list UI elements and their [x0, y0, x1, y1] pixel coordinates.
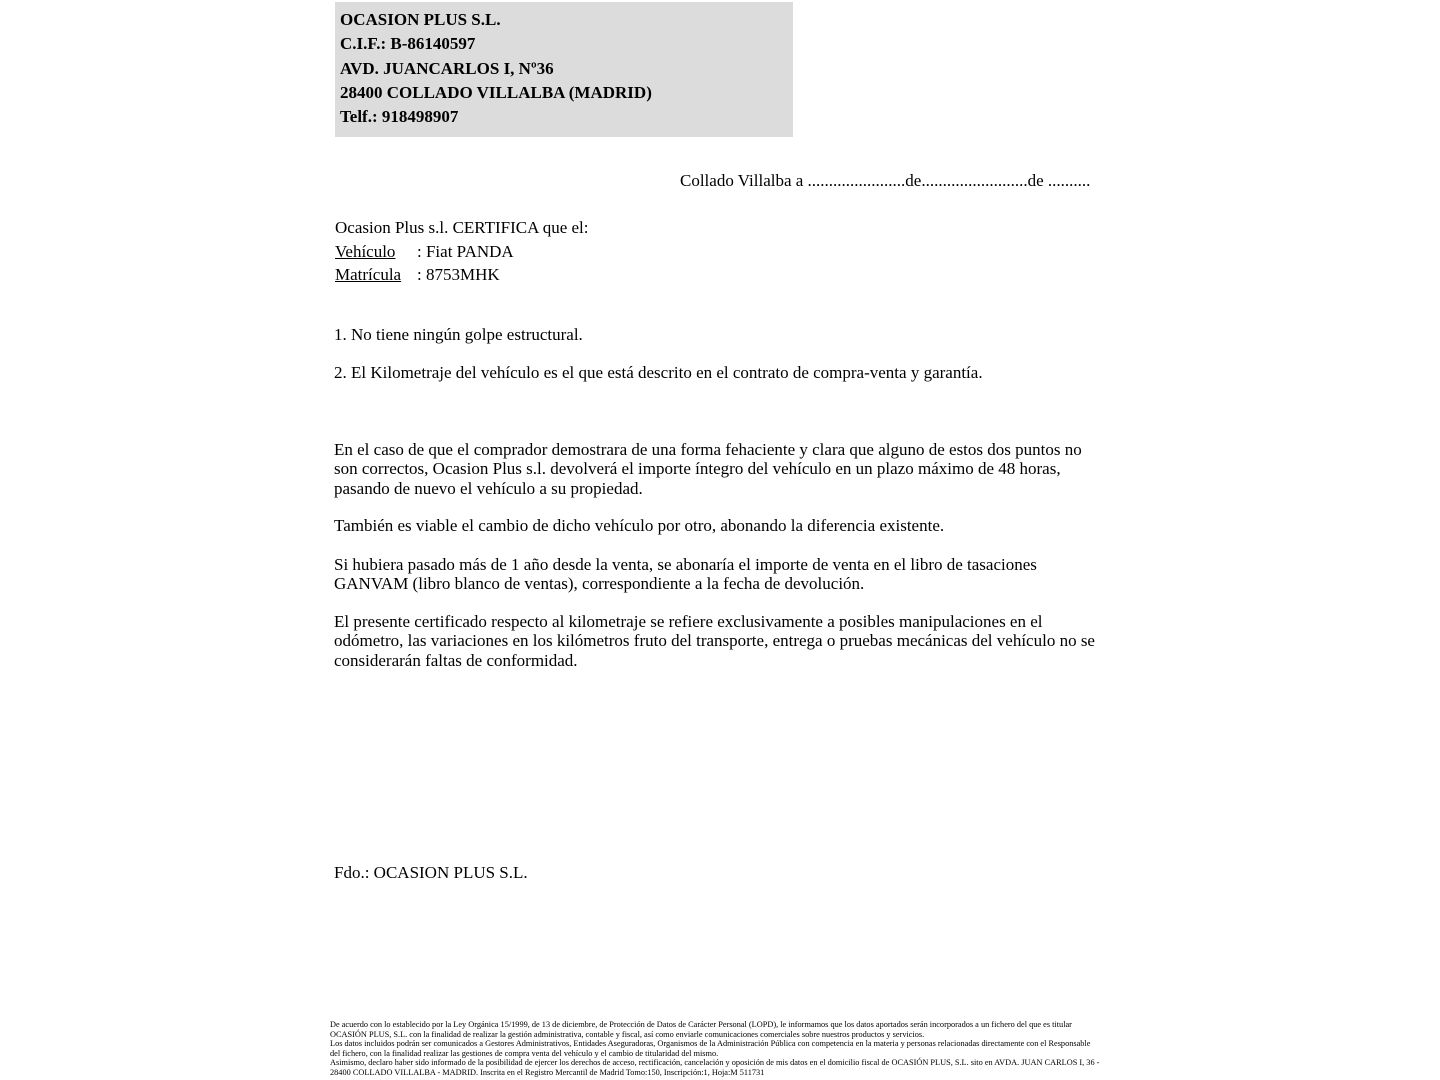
vehicle-line: [335, 240, 589, 264]
company-city: 28400 COLLADO VILLALBA (MADRID): [340, 82, 652, 102]
vehicle-value: : Fiat PANDA: [417, 241, 514, 261]
certifies-line: Ocasion Plus s.l. CERTIFICA que el:: [335, 218, 589, 237]
paragraph-exchange: También es viable el cambio de dicho vehículo por otro, abonando la diferencia existente.: [334, 516, 945, 535]
company-cif: C.I.F.: B-86140597: [340, 34, 476, 54]
company-phone: Telf.: 918498907: [340, 107, 459, 127]
plate-line: [335, 263, 589, 287]
legal-footer-line-3: Asimismo, declaro haber sido informado de la posibilidad de ejercer los derechos de acceso, rectificación, cancelación y oposición de mis datos en el domicilio fiscal de OCASIÓN PLUS, S.L. sito en AVDA. JUAN CARLOS I, 36 - 28400 COLLADO VILLALBA - MADRID. Inscrita en el Registro Mercantil de Madrid Tomo:150, Inscripción:1, Hoja:M 511731: [330, 1058, 1100, 1077]
signature-line: Fdo.: OCASION PLUS S.L.: [334, 863, 528, 882]
date-line: Collado Villalba a .......................de.........................de ..........: [680, 171, 1091, 190]
paragraph-refund: En el caso de que el comprador demostrara de una forma fehaciente y clara que alguno de estos dos puntos no son correctos, Ocasion Plus s.l. devolverá el importe íntegro del vehículo en un plazo máximo de 48 horas, pasando de nuevo el vehículo a su propiedad.: [334, 440, 1082, 498]
legal-footer: [330, 1020, 1102, 1078]
paragraph-ganvam: Si hubiera pasado más de 1 año desde la venta, se abonaría el importe de venta en el libro de tasaciones GANVAM (libro blanco de ventas), correspondiente a la fecha de devolución.: [334, 555, 1037, 594]
company-address: AVD. JUANCARLOS I, Nº36: [340, 58, 554, 78]
paragraph-odometer: El presente certificado respecto al kilometraje se refiere exclusivamente a posibles manipulaciones en el odómetro, las variaciones en los kilómetros fruto del transporte, entrega o pruebas mecánicas del vehículo no se considerarán faltas de conformidad.: [334, 612, 1095, 670]
condition-point-2: 2. El Kilometraje del vehículo es el que está descrito en el contrato de compra-venta y garantía.: [334, 363, 983, 382]
certification-block: [335, 216, 589, 287]
legal-footer-line-2: Los datos incluidos podrán ser comunicados a Gestores Administrativos, Entidades Aseguradoras, Organismos de la Administración Pública con competencia en la materia y personas relacionadas directamente con el Responsable del fichero, con la finalidad realizar las gestiones de compra venta del vehículo y el cambio de titularidad del mismo.: [330, 1039, 1091, 1058]
legal-footer-line-1: De acuerdo con lo establecido por la Ley Orgánica 15/1999, de 13 de diciembre, de Protección de Datos de Carácter Personal (LOPD), le informamos que los datos aportados serán incorporados a un fichero del que es titular OCASIÓN PLUS, S.L. con la finalidad de realizar la gestión administrativa, contable y fiscal, así como enviarle comunicaciones comerciales sobre nuestros productos y servicios.: [330, 1020, 1072, 1039]
plate-label: Matrícula: [335, 265, 402, 284]
plate-value: : 8753MHK: [417, 265, 500, 284]
vehicle-label: Vehículo: [335, 241, 396, 261]
company-header-box: [335, 2, 793, 137]
company-name: OCASION PLUS S.L.: [340, 10, 501, 29]
condition-point-1: 1. No tiene ningún golpe estructural.: [334, 325, 583, 344]
